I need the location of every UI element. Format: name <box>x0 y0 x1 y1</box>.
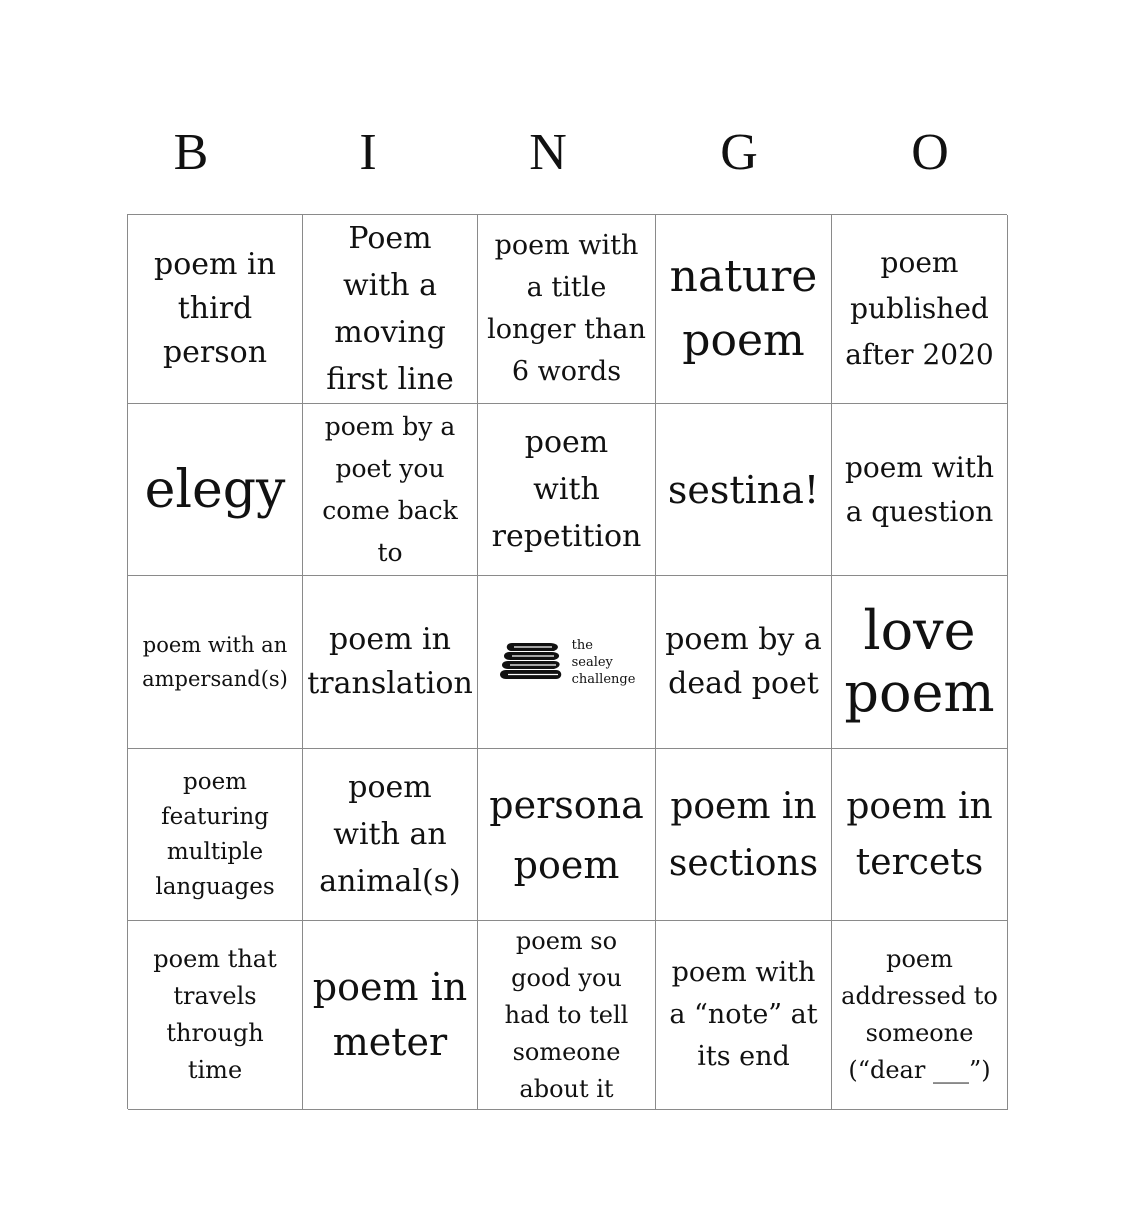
cell-text: poem with repetition <box>491 425 642 554</box>
cell-text: poem featuring multiple languages <box>155 768 275 900</box>
bingo-cell[interactable] <box>656 576 832 749</box>
cell-text: poem with a “note” at its end <box>669 957 818 1072</box>
cell-text: Poem with a moving first line <box>326 221 454 397</box>
header-letter-n: N <box>529 124 567 181</box>
bingo-cell[interactable] <box>128 404 303 576</box>
bingo-cell[interactable] <box>832 749 1008 921</box>
cell-text: poem with an animal(s) <box>319 770 461 899</box>
cell-text: poem so good you had to tell someone about it <box>504 926 629 1103</box>
bingo-cell[interactable] <box>478 404 656 576</box>
cell-text: persona poem <box>489 782 644 887</box>
bingo-cell[interactable] <box>128 921 303 1110</box>
bingo-board <box>127 214 1007 1109</box>
cell-text: poem that travels through time <box>153 945 277 1084</box>
bingo-cell[interactable] <box>478 921 656 1110</box>
bingo-cell[interactable] <box>303 404 478 576</box>
book-stack-icon <box>498 640 564 684</box>
cell-text: love poem <box>844 599 995 724</box>
bingo-cell[interactable] <box>128 749 303 921</box>
cell-text: poem in tercets <box>846 785 993 883</box>
cell-text: poem with an ampersand(s) <box>142 633 288 691</box>
bingo-cell[interactable] <box>478 215 656 404</box>
cell-text: poem with a question <box>844 450 994 528</box>
free-space-cell[interactable] <box>478 576 656 749</box>
bingo-cell[interactable] <box>832 921 1008 1110</box>
cell-text: sestina! <box>667 467 820 512</box>
cell-text: poem in third person <box>154 247 276 370</box>
bingo-cell[interactable] <box>832 576 1008 749</box>
header-letter-b: B <box>173 124 209 181</box>
header-letter-g: G <box>720 124 758 181</box>
cell-text: poem in translation <box>307 622 473 701</box>
bingo-cell[interactable] <box>832 215 1008 404</box>
cell-text: poem with a title longer than 6 words <box>487 230 646 387</box>
cell-text: poem published after 2020 <box>845 246 994 371</box>
header-letter-i: I <box>359 124 377 181</box>
bingo-cell[interactable] <box>832 404 1008 576</box>
bingo-cell[interactable] <box>656 215 832 404</box>
header-letter-o: O <box>911 124 949 181</box>
bingo-cell[interactable] <box>656 749 832 921</box>
bingo-cell[interactable] <box>128 215 303 404</box>
bingo-cell[interactable] <box>303 215 478 404</box>
bingo-cell[interactable] <box>128 576 303 749</box>
bingo-cell[interactable] <box>303 749 478 921</box>
cell-text: nature poem <box>669 251 818 366</box>
cell-text: poem addressed to someone (“dear ___”) <box>841 945 998 1084</box>
cell-text: poem by a poet you come back to <box>322 411 458 567</box>
logo-text: the sealey challenge <box>571 637 636 687</box>
cell-text: poem in meter <box>312 965 468 1064</box>
bingo-cell[interactable] <box>656 404 832 576</box>
bingo-cell[interactable] <box>478 749 656 921</box>
cell-text: elegy <box>144 459 286 520</box>
cell-text: poem by a dead poet <box>665 622 822 701</box>
sealey-challenge-logo <box>498 637 636 688</box>
bingo-cell[interactable] <box>303 576 478 749</box>
bingo-cell[interactable] <box>303 921 478 1110</box>
cell-text: poem in sections <box>668 785 819 884</box>
bingo-cell[interactable] <box>656 921 832 1110</box>
bingo-header <box>0 118 1122 188</box>
